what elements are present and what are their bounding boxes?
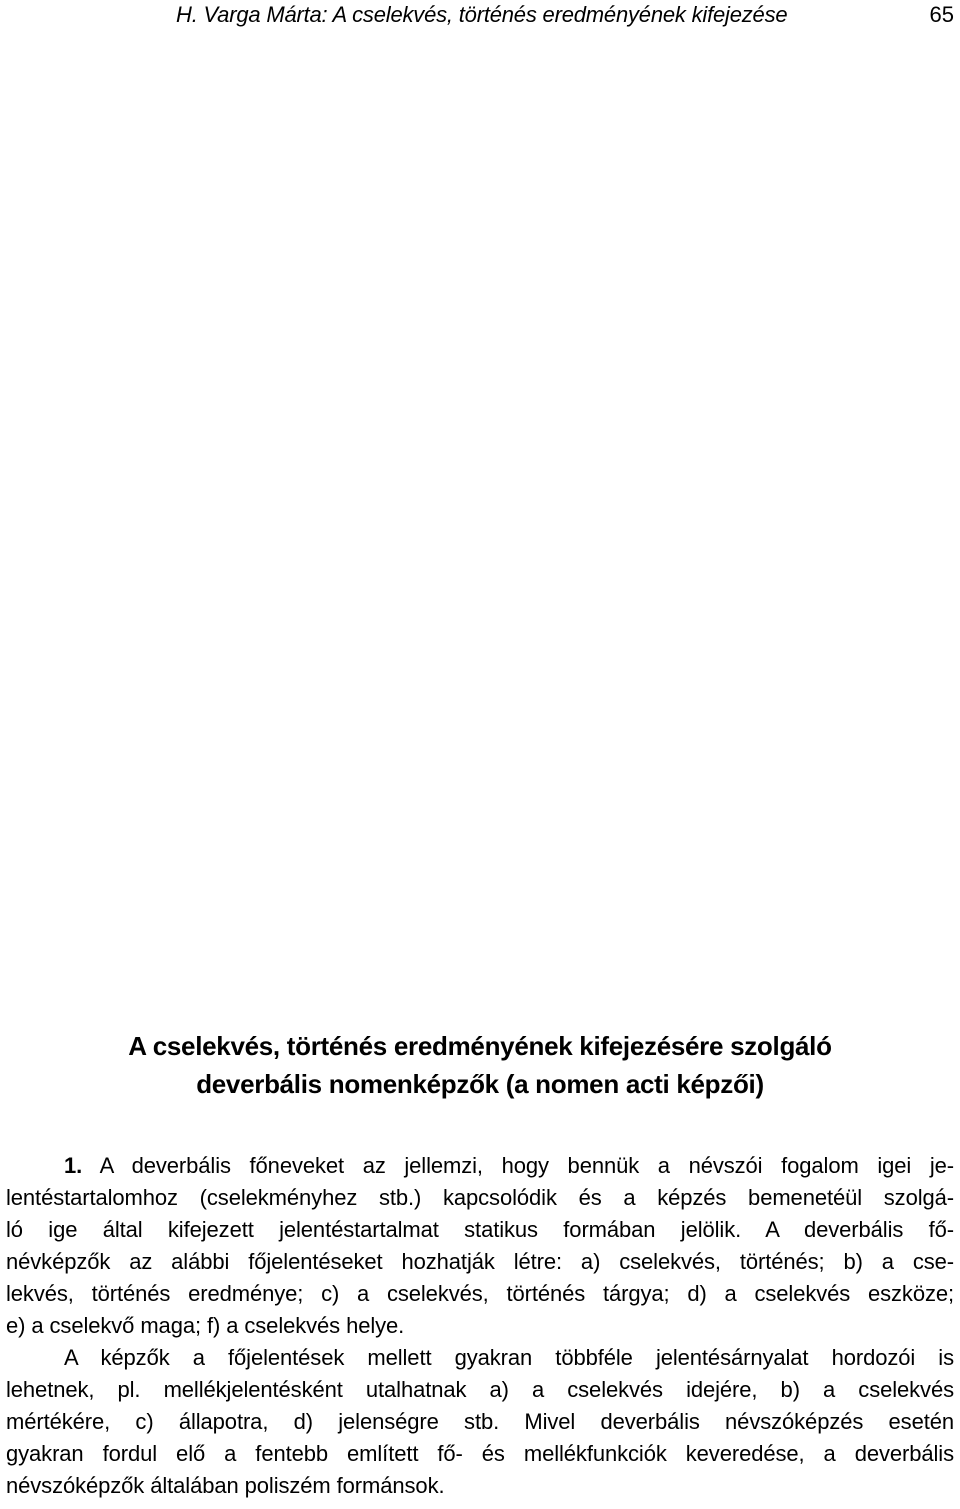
chapter-title (0, 1027, 960, 1103)
paragraph-1-line-3: ló ige által kifejezett jelentéstartalmat statikus formában jelölik. A deverbális fő- (6, 1217, 954, 1242)
body-text (6, 1150, 954, 1502)
paragraph-2-line-3: mértékére, c) állapotra, d) jelenségre stb. Mivel deverbális névszóképzés esetén (6, 1409, 954, 1434)
paragraph-1-line-2: lentéstartalomhoz (cselekményhez stb.) kapcsolódik és a képzés bemenetéül szolgá- (6, 1185, 954, 1210)
paragraph-1-line-4: névképzők az alábbi főjelentéseket hozhatják létre: a) cselekvés, történés; b) a cse- (6, 1249, 954, 1274)
paragraph-2-line-5: névszóképzők általában poliszém formánsok. (6, 1473, 445, 1498)
paragraph-1-line-1 (6, 1150, 954, 1182)
chapter-title-line-1: A cselekvés, történés eredményének kifejezésére szolgáló (128, 1031, 832, 1061)
paragraph-2 (6, 1342, 954, 1502)
paragraph-1 (6, 1150, 954, 1342)
paragraph-2-line-1: A képzők a főjelentések mellett gyakran többféle jelentésárnyalat hordozói is (64, 1345, 954, 1370)
chapter-title-line-2: deverbális nomenképzők (a nomen acti képzői) (196, 1069, 764, 1099)
paragraph-1-line-6: e) a cselekvő maga; f) a cselekvés helye. (6, 1313, 405, 1338)
paragraph-2-line-4: gyakran fordul elő a fentebb említett fő- és mellékfunkciók keveredése, a deverbális (6, 1441, 954, 1466)
paragraph-2-line-2: lehetnek, pl. mellékjelentésként utalhatnak a) a cselekvés idejére, b) a cselekvés (6, 1377, 954, 1402)
paragraph-1-line-1-text: A deverbális főneveket az jellemzi, hogy bennük a névszói fogalom igei je- (82, 1153, 954, 1178)
page-number: 65 (929, 2, 954, 27)
paragraph-1-line-5: lekvés, történés eredménye; c) a cselekvés, történés tárgya; d) a cselekvés eszköze; (6, 1281, 954, 1306)
section-number: 1. (64, 1153, 83, 1178)
running-head: H. Varga Márta: A cselekvés, történés eredményének kifejezése (176, 2, 788, 27)
